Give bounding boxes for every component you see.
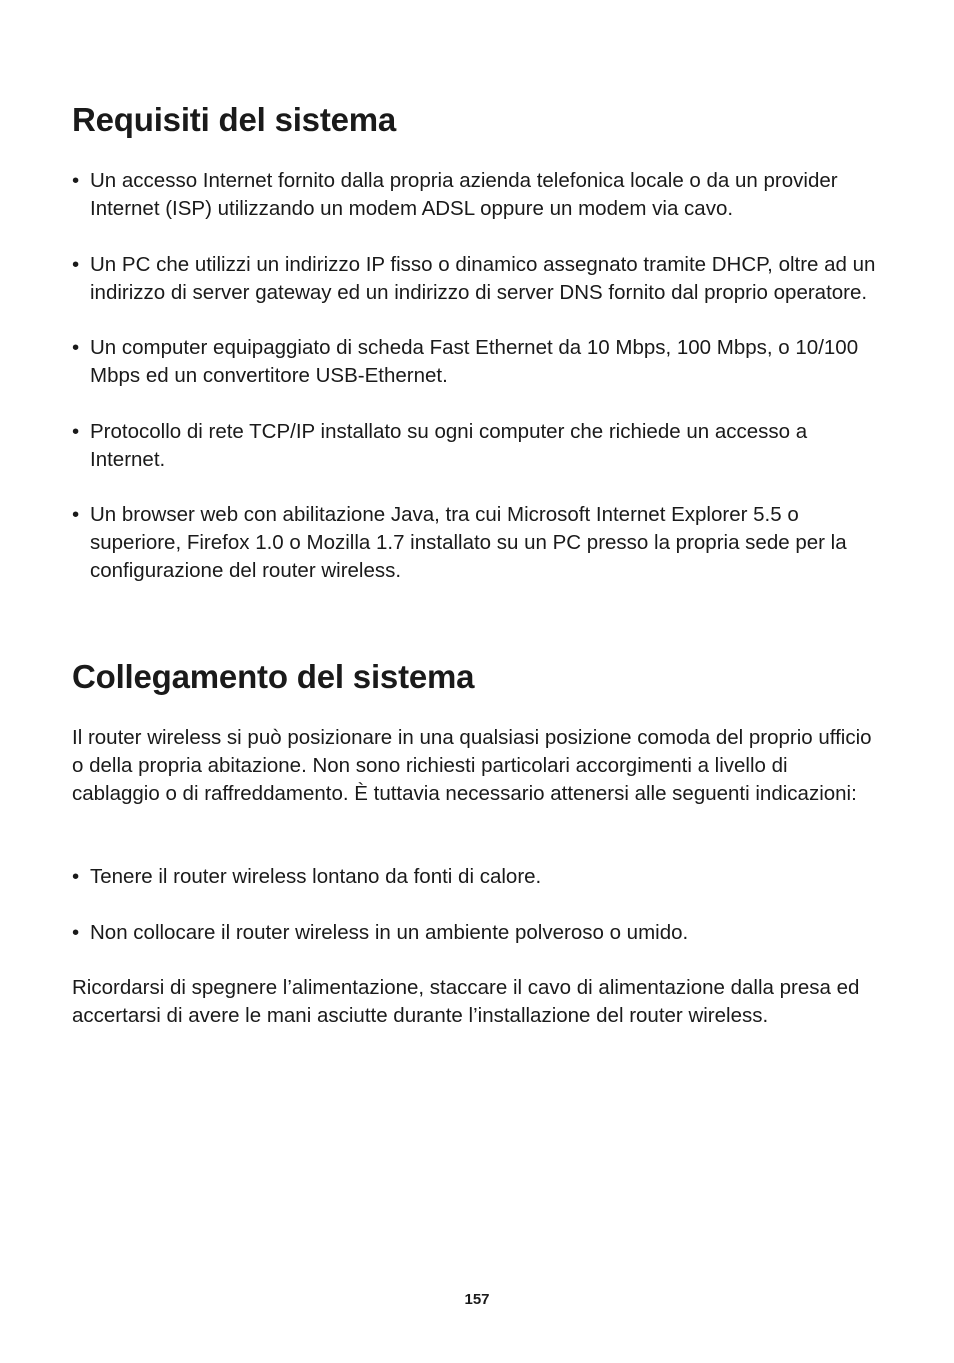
list-item [72, 167, 887, 223]
requirements-list [72, 167, 887, 613]
list-item [72, 919, 887, 947]
section-title-requirements: Requisiti del sistema [72, 101, 397, 138]
section-title-connection: Collegamento del sistema [72, 658, 475, 695]
bullet-glyph: • [72, 169, 80, 192]
intro-paragraph: Il router wireless si può posizionare in una qualsiasi posizione comoda del proprio ufficio o della propria abitazione. Non sono richiesti particolari accorgimenti a livello di cablaggio o di raffreddamento. È tuttavia necessario attenersi alle seguenti indicazioni: [72, 726, 872, 805]
list-item [72, 334, 887, 390]
connection-list [72, 863, 887, 975]
list-item [72, 251, 887, 307]
page-number: 157 [464, 1291, 490, 1308]
list-item-text: Un browser web con abilitazione Java, tra cui Microsoft Internet Explorer 5.5 o superiore, Firefox 1.0 o Mozilla 1.7 installato su un PC presso la propria sede per la configurazione del router wireless. [90, 503, 847, 582]
bullet-glyph: • [72, 252, 80, 276]
list-item-text: Protocollo di rete TCP/IP installato su ogni computer che richiede un accesso a Internet. [90, 419, 808, 471]
list-item [72, 863, 887, 891]
bullet-glyph: • [72, 921, 80, 944]
list-item-text: Tenere il router wireless lontano da fonti di calore. [90, 865, 542, 888]
list-item-text: Non collocare il router wireless in un ambiente polveroso o umido. [90, 921, 689, 944]
list-item-text: Un computer equipaggiato di scheda Fast Ethernet da 10 Mbps, 100 Mbps, o 10/100 Mbps ed un convertitore USB-Ethernet. [90, 336, 859, 387]
bullet-glyph: • [72, 336, 80, 359]
bullet-glyph: • [72, 503, 80, 526]
list-item-text: Un accesso Internet fornito dalla propria azienda telefonica locale o da un provider Internet (ISP) utilizzando un modem ADSL oppure un modem via cavo. [90, 169, 838, 220]
list-item-text: Un PC che utilizzi un indirizzo IP fisso o dinamico assegnato tramite DHCP, oltre ad un indirizzo di server gateway ed un indirizzo di server DNS fornito dal proprio operatore. [90, 252, 876, 304]
list-item [72, 501, 887, 585]
list-item [72, 418, 887, 474]
bullet-glyph: • [72, 419, 80, 443]
closing-paragraph: Ricordarsi di spegnere l’alimentazione, staccare il cavo di alimentazione dalla presa ed accertarsi di avere le mani asciutte durante l’installazione del router wireless. [72, 976, 860, 1027]
bullet-glyph: • [72, 865, 80, 888]
